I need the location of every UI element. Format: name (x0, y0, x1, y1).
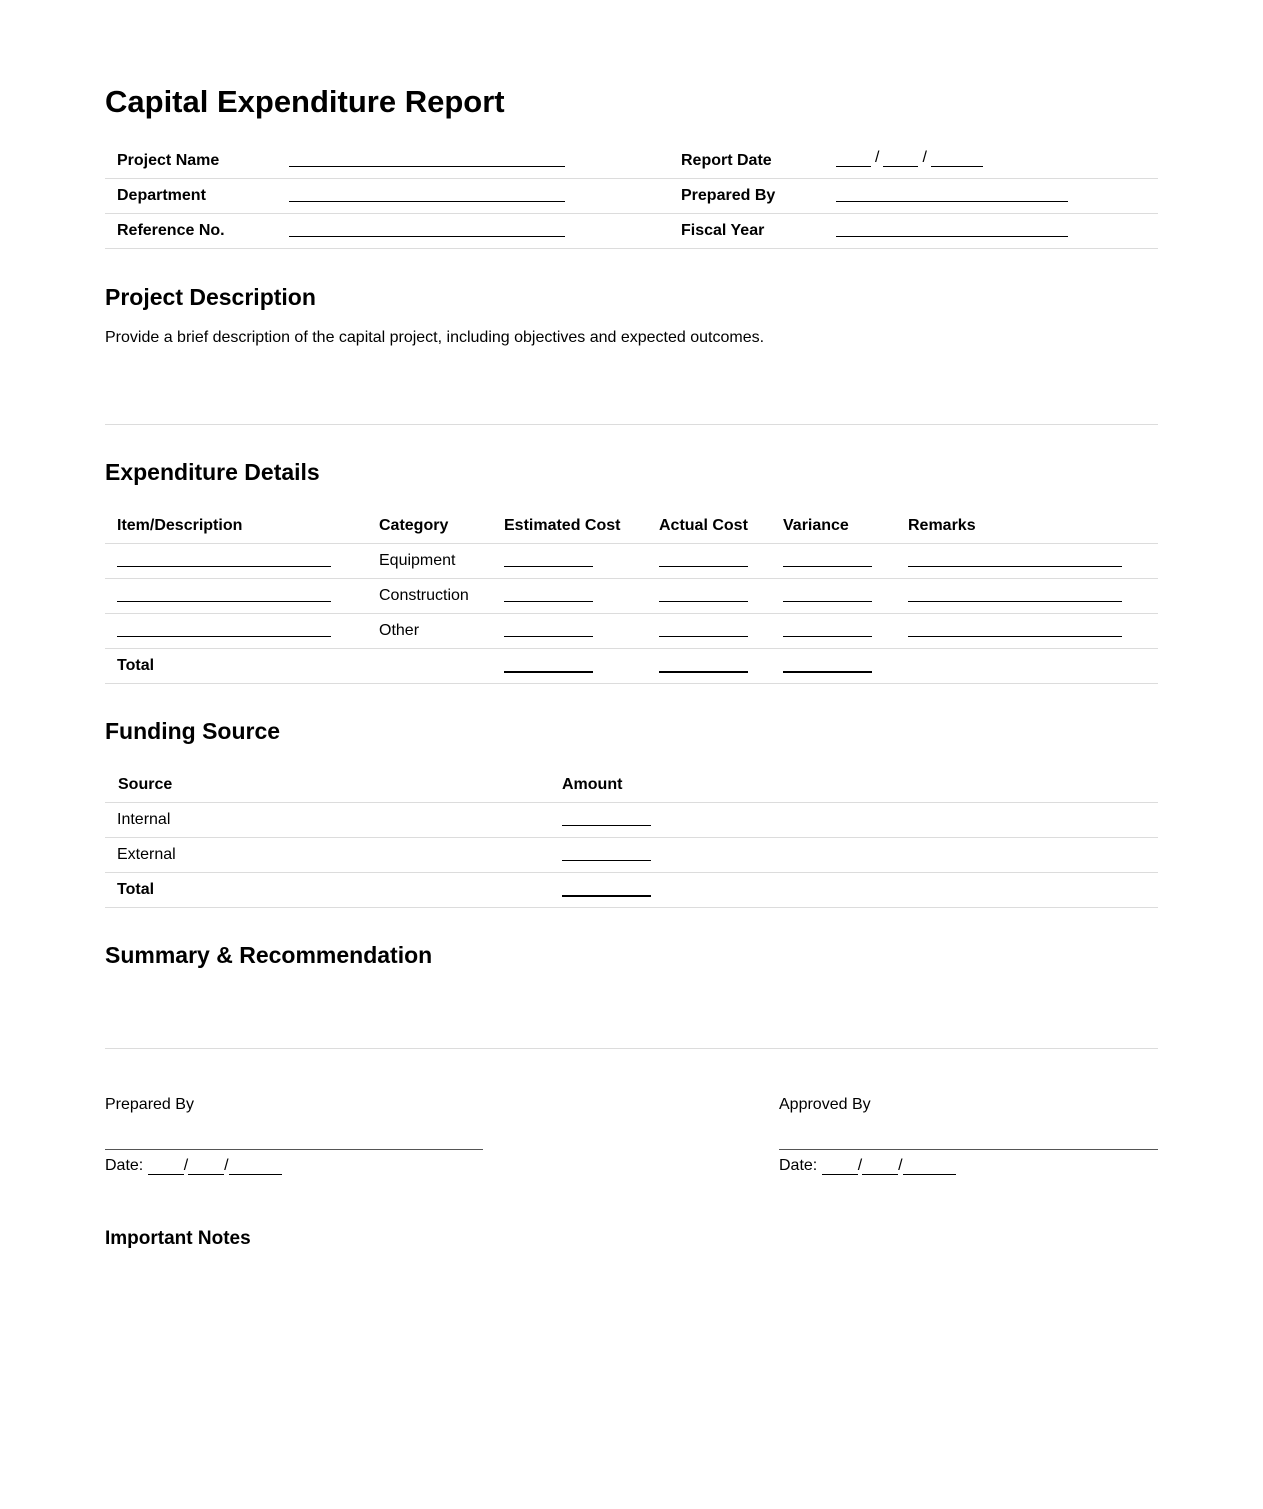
prepared-by-signature-line[interactable] (105, 1149, 483, 1150)
approved-by-signature-label: Approved By (779, 1096, 871, 1113)
amount-field[interactable] (562, 808, 651, 826)
expenditure-total-label: Total (117, 657, 155, 674)
approved-by-date[interactable] (779, 1157, 956, 1175)
date-label: Date: (105, 1157, 144, 1174)
funding-total-label: Total (117, 881, 155, 898)
col-item-description: Item/Description (117, 517, 243, 534)
info-row-3 (105, 214, 1158, 249)
project-name-field[interactable] (289, 149, 565, 167)
project-description-text: Provide a brief description of the capital project, including objectives and expected outcomes. (105, 329, 765, 346)
actual-cost-field[interactable] (659, 619, 748, 637)
actual-cost-total-field[interactable] (659, 654, 748, 673)
remarks-field[interactable] (908, 549, 1122, 567)
amount-total-field[interactable] (562, 878, 651, 897)
funding-heading: Funding Source (105, 718, 281, 744)
reference-no-field[interactable] (289, 219, 565, 237)
category-cell: Construction (379, 587, 469, 604)
funding-row (105, 838, 1158, 873)
info-row-2 (105, 179, 1158, 214)
col-category: Category (379, 517, 449, 534)
report-date-field[interactable] (836, 149, 983, 167)
expenditure-row (105, 579, 1158, 614)
prepared-by-signature-label: Prepared By (105, 1096, 194, 1113)
expenditure-row (105, 544, 1158, 579)
fiscal-year-label: Fiscal Year (681, 222, 765, 239)
department-field[interactable] (289, 184, 565, 202)
variance-field[interactable] (783, 549, 872, 567)
project-description-heading: Project Description (105, 284, 316, 310)
date-separator: / (922, 149, 927, 166)
prepared-by-date[interactable] (105, 1157, 282, 1175)
category-cell: Equipment (379, 552, 456, 569)
date-separator: / (875, 149, 880, 166)
estimated-cost-field[interactable] (504, 619, 593, 637)
description-divider (105, 424, 1158, 425)
col-actual-cost: Actual Cost (659, 517, 748, 534)
prepared-by-label: Prepared By (681, 187, 776, 204)
funding-table (105, 768, 1158, 908)
date-separator: / (857, 1157, 863, 1174)
date-label: Date: (779, 1157, 818, 1174)
col-variance: Variance (783, 517, 849, 534)
date-separator: / (224, 1157, 229, 1174)
fiscal-year-field[interactable] (836, 219, 1068, 237)
amount-field[interactable] (562, 843, 651, 861)
remarks-field[interactable] (908, 619, 1122, 637)
date-separator: / (183, 1157, 189, 1174)
department-label: Department (117, 187, 206, 204)
variance-total-field[interactable] (783, 654, 872, 673)
funding-row (105, 803, 1158, 838)
prepared-by-field[interactable] (836, 184, 1068, 202)
report-date-label: Report Date (681, 152, 772, 169)
remarks-field[interactable] (908, 584, 1122, 602)
info-row-1 (105, 144, 1158, 179)
expenditure-heading: Expenditure Details (105, 459, 320, 485)
actual-cost-field[interactable] (659, 584, 748, 602)
variance-field[interactable] (783, 619, 872, 637)
estimated-cost-total-field[interactable] (504, 654, 593, 673)
page-title: Capital Expenditure Report (105, 84, 505, 119)
estimated-cost-field[interactable] (504, 584, 593, 602)
approved-by-signature-line[interactable] (779, 1149, 1158, 1150)
item-description-field[interactable] (117, 619, 331, 637)
actual-cost-field[interactable] (659, 549, 748, 567)
date-separator: / (898, 1157, 903, 1174)
expenditure-header-row (105, 509, 1158, 544)
funding-total-row (105, 873, 1158, 908)
item-description-field[interactable] (117, 584, 331, 602)
col-estimated-cost: Estimated Cost (504, 517, 621, 534)
source-cell: Internal (117, 811, 171, 828)
reference-no-label: Reference No. (117, 222, 225, 239)
summary-divider (105, 1048, 1158, 1049)
source-cell: External (117, 846, 176, 863)
col-amount: Amount (562, 776, 623, 793)
funding-header-row (105, 768, 1158, 803)
col-source: Source (118, 776, 173, 793)
col-remarks: Remarks (908, 517, 976, 534)
project-name-label: Project Name (117, 152, 220, 169)
report-info-grid (105, 144, 1158, 249)
summary-heading: Summary & Recommendation (105, 942, 433, 968)
expenditure-row (105, 614, 1158, 649)
important-notes-heading: Important Notes (105, 1228, 251, 1249)
expenditure-total-row (105, 649, 1158, 684)
estimated-cost-field[interactable] (504, 549, 593, 567)
category-cell: Other (379, 622, 420, 639)
variance-field[interactable] (783, 584, 872, 602)
item-description-field[interactable] (117, 549, 331, 567)
expenditure-table (105, 509, 1158, 684)
